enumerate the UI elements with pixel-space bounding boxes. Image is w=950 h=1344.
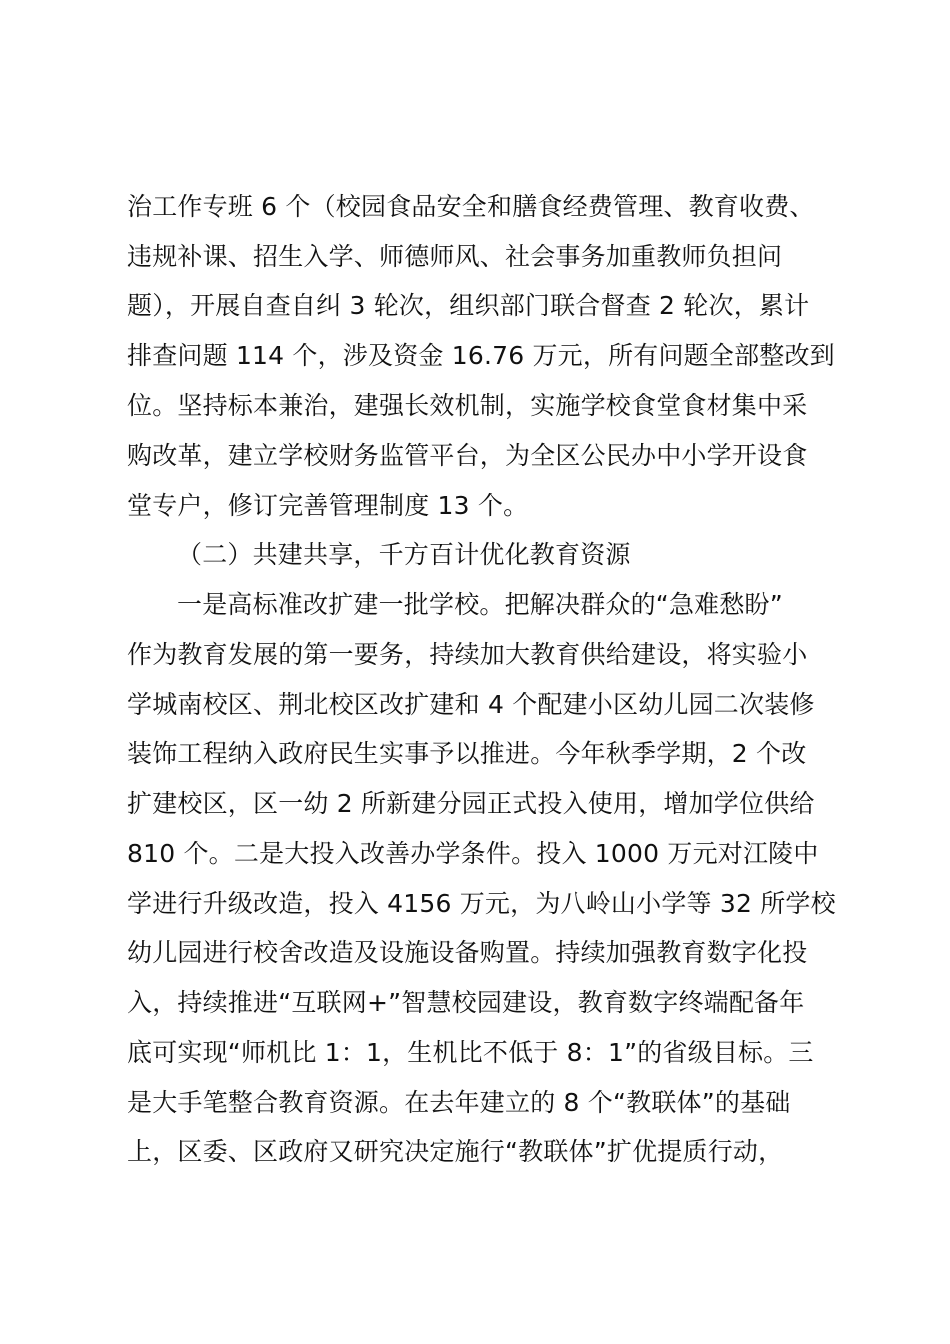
body-text-line: 排查问题 114 个，涉及资金 16.76 万元，所有问题全部整改到 <box>127 341 835 370</box>
body-text-line: 810 个。二是大投入改善办学条件。投入 1000 万元对江陵中 <box>127 839 819 868</box>
body-text-line: 位。坚持标本兼治，建强长效机制，实施学校食堂食材集中采 <box>127 391 808 420</box>
body-text-line: 作为教育发展的第一要务，持续加大教育供给建设，将实验小 <box>127 640 808 669</box>
body-text-line: 学进行升级改造，投入 4156 万元，为八岭山小学等 32 所学校 <box>127 889 836 918</box>
body-text-line: 违规补课、招生入学、师德师风、社会事务加重教师负担问 <box>127 242 783 271</box>
body-text-line: 治工作专班 6 个（校园食品安全和膳食经费管理、教育收费、 <box>127 192 815 221</box>
body-text-line: 堂专户，修订完善管理制度 13 个。 <box>127 491 529 520</box>
body-text-line: 学城南校区、荆北校区改扩建和 4 个配建小区幼儿园二次装修 <box>127 690 815 719</box>
body-text-line: 是大手笔整合教育资源。在去年建立的 8 个“教联体”的基础 <box>127 1088 791 1117</box>
body-text-line: 装饰工程纳入政府民生实事予以推进。今年秋季学期，2 个改 <box>127 739 807 768</box>
section-heading: （二）共建共享，千方百计优化教育资源 <box>177 540 631 569</box>
body-text-line: 幼儿园进行校舍改造及设施设备购置。持续加强教育数字化投 <box>127 938 808 967</box>
body-text-line: 扩建校区，区一幼 2 所新建分园正式投入使用，增加学位供给 <box>127 789 815 818</box>
body-text-line: 购改革，建立学校财务监管平台，为全区公民办中小学开设食 <box>127 441 808 470</box>
paragraph-first-line: 一是高标准改扩建一批学校。把解决群众的“急难愁盼” <box>177 590 783 619</box>
body-text-line: 底可实现“师机比 1：1，生机比不低于 8：1”的省级目标。三 <box>127 1038 814 1067</box>
body-text-line: 上，区委、区政府又研究决定施行“教联体”扩优提质行动， <box>127 1137 784 1166</box>
body-text-line: 题），开展自查自纠 3 轮次，组织部门联合督查 2 轮次，累计 <box>127 291 810 320</box>
body-text-line: 入，持续推进“互联网+”智慧校园建设，教育数字终端配备年 <box>127 988 805 1017</box>
